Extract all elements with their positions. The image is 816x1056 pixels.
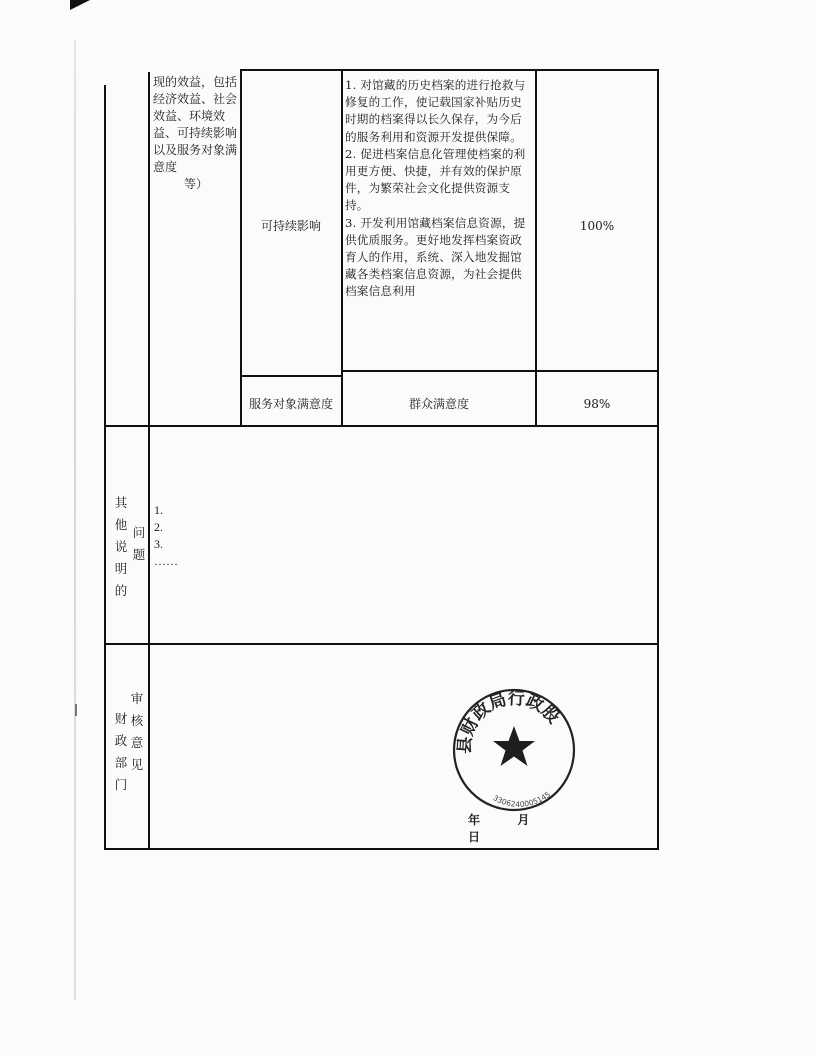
list-item: 2. <box>154 520 163 534</box>
star-icon <box>493 726 535 766</box>
other-notes-list <box>154 502 234 570</box>
table-rule <box>148 72 150 850</box>
seal-text: 县财政局行政股 <box>454 688 564 755</box>
list-item: …… <box>154 554 178 568</box>
table-rule <box>104 85 106 850</box>
seal-number: 3306240005145 <box>491 789 553 809</box>
service-satisfaction-label: 服务对象满意度 <box>248 397 333 411</box>
other-notes-label: 其他说明的 <box>114 495 128 598</box>
table-rule <box>240 69 659 71</box>
list-item: 3. <box>154 537 163 551</box>
sustainable-impact-value: 100% <box>579 219 615 233</box>
impact-description-end: 等） <box>183 177 208 191</box>
official-seal <box>448 684 580 816</box>
date-day: 日 <box>468 830 482 844</box>
other-notes-label-2: 问题 <box>132 525 146 562</box>
table-rule <box>104 643 659 645</box>
table-rule <box>657 69 659 850</box>
table-rule <box>240 69 242 427</box>
impact-description-text: 现的效益，包括经济效益、社会效益、环境效益、可持续影响以及服务对象满意度 <box>153 75 238 174</box>
table-rule <box>104 425 659 427</box>
table-rule <box>341 69 343 427</box>
edge-mark <box>75 704 77 716</box>
sustainable-impact-label: 可持续影响 <box>260 219 321 233</box>
impact-description <box>153 74 239 193</box>
table-rule <box>535 69 537 427</box>
table-rule <box>104 848 659 850</box>
finance-dept-label-2: 审核意见 <box>130 691 144 772</box>
table-rule <box>341 370 659 372</box>
date-month: 月 <box>517 813 531 827</box>
table-rule <box>240 375 341 377</box>
list-item: 1. <box>154 503 163 517</box>
sustainable-impact-content: 1. 对馆藏的历史档案的进行抢救与修复的工作，使记载国家补贴历史时期的档案得以长久保存，为今后的服务利用和资源开发提供保障。 2. 促进档案信息化管理使档案的利用更方便、快捷，并有效的保护原件，为繁荣社会文化提供资源支持。 3. 开发利用馆藏档案信息资源，提供优质服务。更好地发挥档案资政育人的作用，系统、深入地发掘馆藏各类档案信息资源，为社会提供档案信息利用 <box>345 78 526 299</box>
date-year: 年 <box>468 813 482 827</box>
approval-date <box>468 812 578 846</box>
finance-dept-label: 财政部门 <box>114 711 128 792</box>
page-binding-edge <box>74 40 76 1000</box>
service-satisfaction-value: 98% <box>583 397 611 411</box>
page-corner-mark <box>70 0 90 10</box>
service-satisfaction-content: 群众满意度 <box>408 397 469 411</box>
